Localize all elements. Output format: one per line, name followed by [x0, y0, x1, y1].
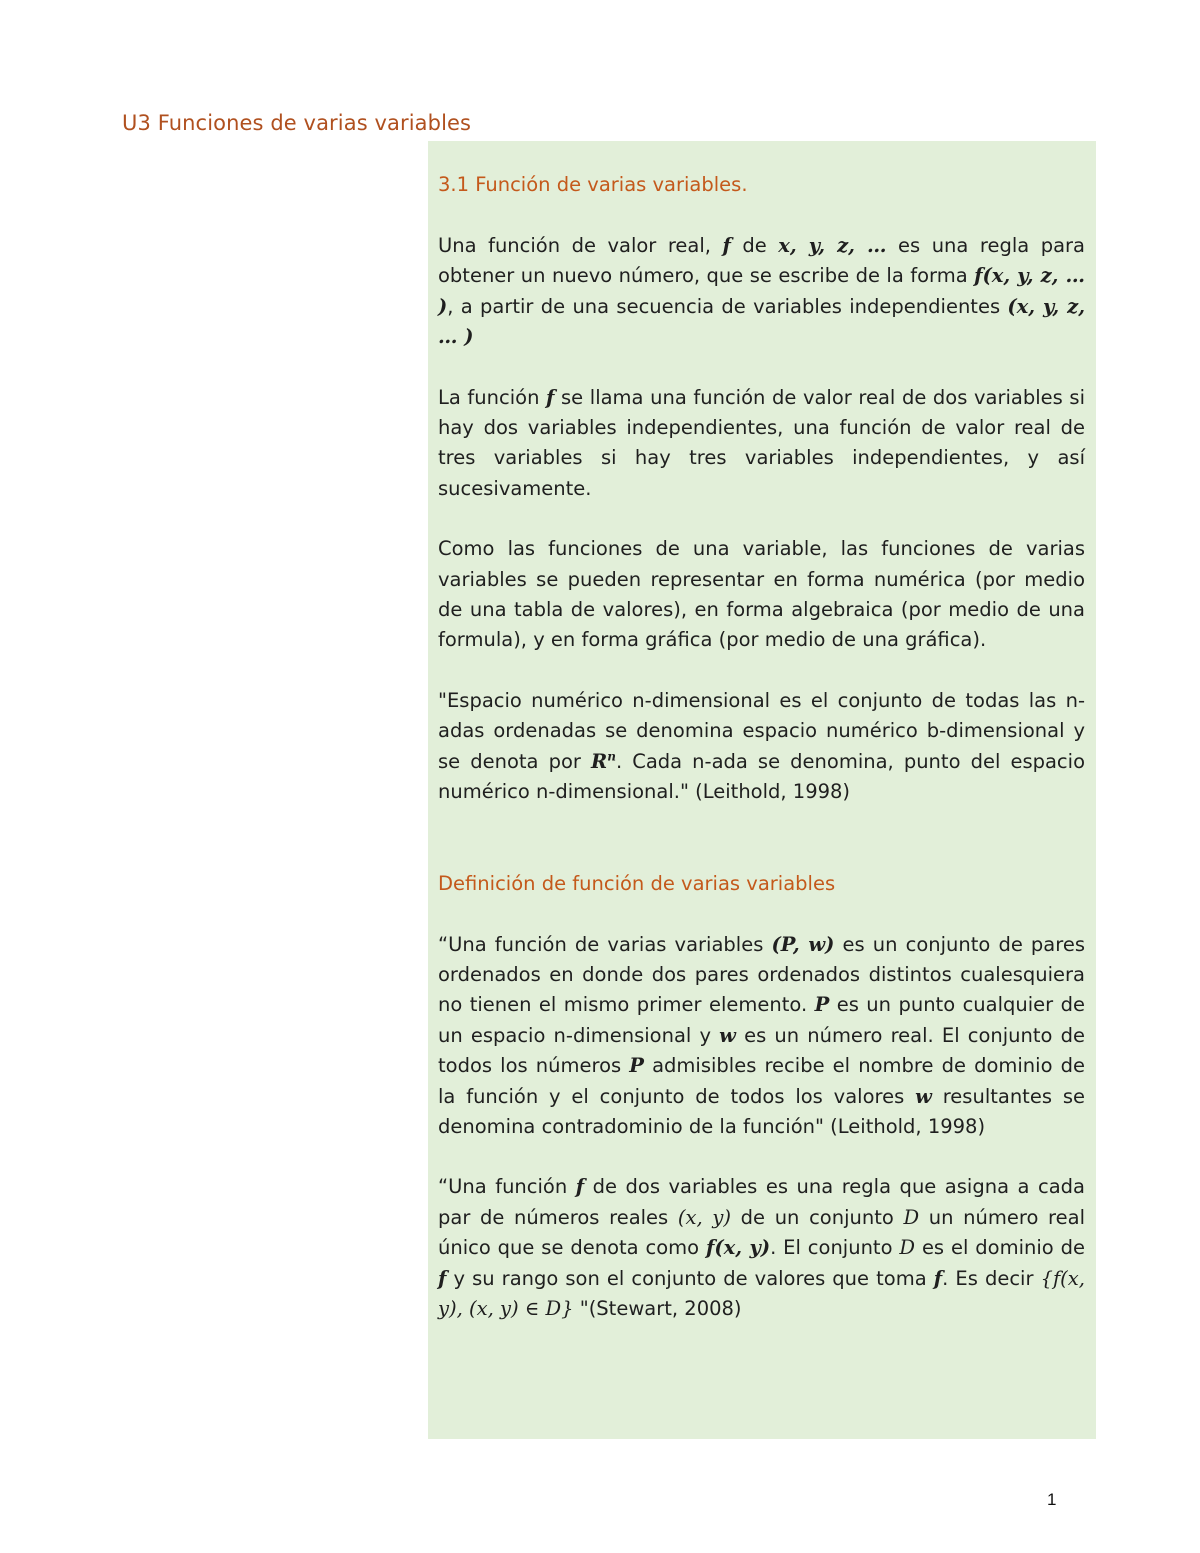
definition-heading: Definición de función de varias variables	[438, 871, 836, 895]
quote-leithold: “Una función de varias variables (P, w) es un conjunto de pares ordenados en donde dos pares ordenados distintos cualesquiera no tienen el mismo primer elemento. P es un punto cualquier de un espacio n-dimensional y w es un número real. El conjunto de todos los números P admisibles recibe el nombre de dominio de la función y el conjunto de todos los valores w resultantes se denomina contradominio de la función" (Leithold, 1998)	[438, 932, 1086, 1138]
quote-stewart: “Una función f de dos variables es una regla que asigna a cada par de números reales (x, y) de un conjunto D un número real único que se denota como f(x, y). El conjunto D es el dominio de f y su rango son el conjunto de valores que toma f. Es decir {f(x, y), (x, y) ∈ D} "(Stewart, 2008)	[438, 1175, 1086, 1320]
page-number: 1	[1047, 1490, 1057, 1509]
paragraph-definition-real-function: Una función de valor real, f de x, y, z, … es una regla para obtener un nuevo número, que se escribe de la forma f(x, y, z, … ), a partir de una secuencia de variables independientes (x, y, z, … )	[438, 234, 1086, 349]
unit-title: U3 Funciones de varias variables	[122, 111, 472, 135]
paragraph-numeric-space: "Espacio numérico n-dimensional es el conjunto de todas las n-adas ordenadas se denomina espacio numérico b-dimensional y se denota por $R^n$. Cada n-ada se denomina, punto del espacio numérico n-dimensional." (Leithold, 1998)	[438, 688, 1085, 804]
paragraph-representations: Como las funciones de una variable, las funciones de varias variables se pueden representar en forma numérica (por medio de una tabla de valores), en forma algebraica (por medio de una formula), y en forma gráfica (por medio de una gráfica).	[438, 537, 1085, 652]
section-heading: 3.1 Función de varias variables.	[438, 173, 748, 196]
content-body	[438, 169, 1085, 1324]
paragraph-function-variables: La función f se llama una función de valor real de dos variables si hay dos variables independientes, una función de valor real de tres variables si hay tres variables independientes, y así sucesivamente.	[438, 385, 1085, 500]
